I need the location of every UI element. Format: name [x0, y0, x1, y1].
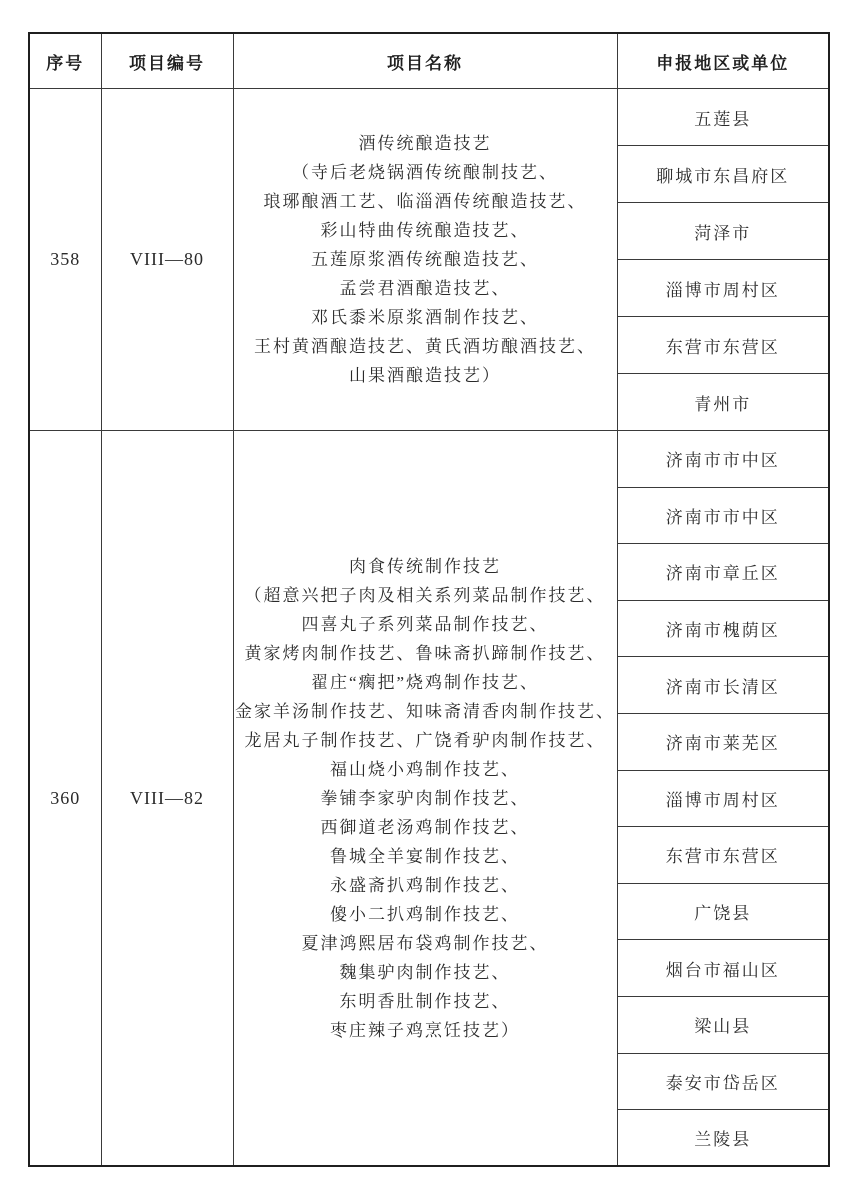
region-cell: 菏泽市	[617, 203, 829, 260]
region-cell: 济南市槐荫区	[617, 600, 829, 657]
table-row	[29, 89, 829, 146]
project-name-line: 王村黄酒酿造技艺、黄氏酒坊酿酒技艺、	[254, 337, 596, 356]
region-cell: 梁山县	[617, 996, 829, 1053]
region-cell: 聊城市东昌府区	[617, 146, 829, 203]
project-name-line: 山果酒酿造技艺）	[349, 366, 501, 385]
project-name-line: 龙居丸子制作技艺、广饶肴驴肉制作技艺、	[244, 730, 606, 750]
project-name-line: 福山烧小鸡制作技艺、	[330, 759, 520, 779]
project-name-line: 肉食传统制作技艺	[349, 556, 501, 576]
project-name-line: 翟庄“瘸把”烧鸡制作技艺、	[310, 672, 540, 692]
project-name-line: 四喜丸子系列菜品制作技艺、	[301, 614, 549, 634]
project-name-line: 酒传统酿造技艺	[358, 134, 492, 153]
project-name-line: 魏集驴肉制作技艺、	[339, 962, 511, 982]
column-header-project-code: 项目编号	[101, 33, 233, 89]
region-cell: 烟台市福山区	[617, 940, 829, 997]
table-row	[29, 431, 829, 488]
project-code-cell: VIII—82	[101, 431, 233, 1167]
table-header-row	[29, 33, 829, 89]
region-cell: 淄博市周村区	[617, 770, 829, 827]
project-name-line: 彩山特曲传统酿造技艺、	[320, 221, 530, 240]
region-cell: 广饶县	[617, 883, 829, 940]
project-name-line: 拳铺李家驴肉制作技艺、	[320, 788, 530, 808]
region-cell: 济南市市中区	[617, 487, 829, 544]
region-cell: 济南市市中区	[617, 431, 829, 488]
project-name-line: 五莲原浆酒传统酿造技艺、	[311, 250, 539, 269]
region-cell: 兰陵县	[617, 1110, 829, 1167]
project-name-line: 傻小二扒鸡制作技艺、	[330, 904, 520, 924]
column-header-project-name: 项目名称	[233, 33, 617, 89]
project-name-line: 孟尝君酒酿造技艺、	[339, 279, 511, 298]
project-name-line: 金家羊汤制作技艺、知味斋清香肉制作技艺、	[235, 701, 615, 721]
column-header-serial: 序号	[29, 33, 101, 89]
project-name-line: 夏津鸿熙居布袋鸡制作技艺、	[301, 933, 549, 953]
column-header-region: 申报地区或单位	[617, 33, 829, 89]
region-cell: 五莲县	[617, 89, 829, 146]
project-name-line: 鲁城全羊宴制作技艺、	[330, 846, 520, 866]
project-name-line: （寺后老烧锅酒传统酿制技艺、	[292, 163, 558, 182]
region-cell: 淄博市周村区	[617, 260, 829, 317]
project-name-line: 西御道老汤鸡制作技艺、	[320, 817, 530, 837]
region-cell: 东营市东营区	[617, 827, 829, 884]
serial-cell: 358	[29, 89, 101, 431]
project-name-line: 黄家烤肉制作技艺、鲁味斋扒蹄制作技艺、	[244, 643, 606, 663]
project-name-line: （超意兴把子肉及相关系列菜品制作技艺、	[244, 585, 606, 605]
region-cell: 济南市莱芜区	[617, 713, 829, 770]
project-name-line: 邓氏黍米原浆酒制作技艺、	[311, 308, 539, 327]
project-name-line: 东明香肚制作技艺、	[339, 991, 511, 1011]
project-name-cell	[233, 89, 617, 431]
project-code-cell: VIII—80	[101, 89, 233, 431]
region-cell: 济南市长清区	[617, 657, 829, 714]
project-name-line: 枣庄辣子鸡烹饪技艺）	[330, 1020, 520, 1040]
project-name-cell	[233, 431, 617, 1167]
serial-cell: 360	[29, 431, 101, 1167]
heritage-projects-table	[28, 32, 830, 1167]
region-cell: 青州市	[617, 374, 829, 431]
project-name-line: 琅琊酿酒工艺、临淄酒传统酿造技艺、	[263, 192, 587, 211]
region-cell: 济南市章丘区	[617, 544, 829, 601]
region-cell: 泰安市岱岳区	[617, 1053, 829, 1110]
project-name-line: 永盛斋扒鸡制作技艺、	[330, 875, 520, 895]
region-cell: 东营市东营区	[617, 317, 829, 374]
